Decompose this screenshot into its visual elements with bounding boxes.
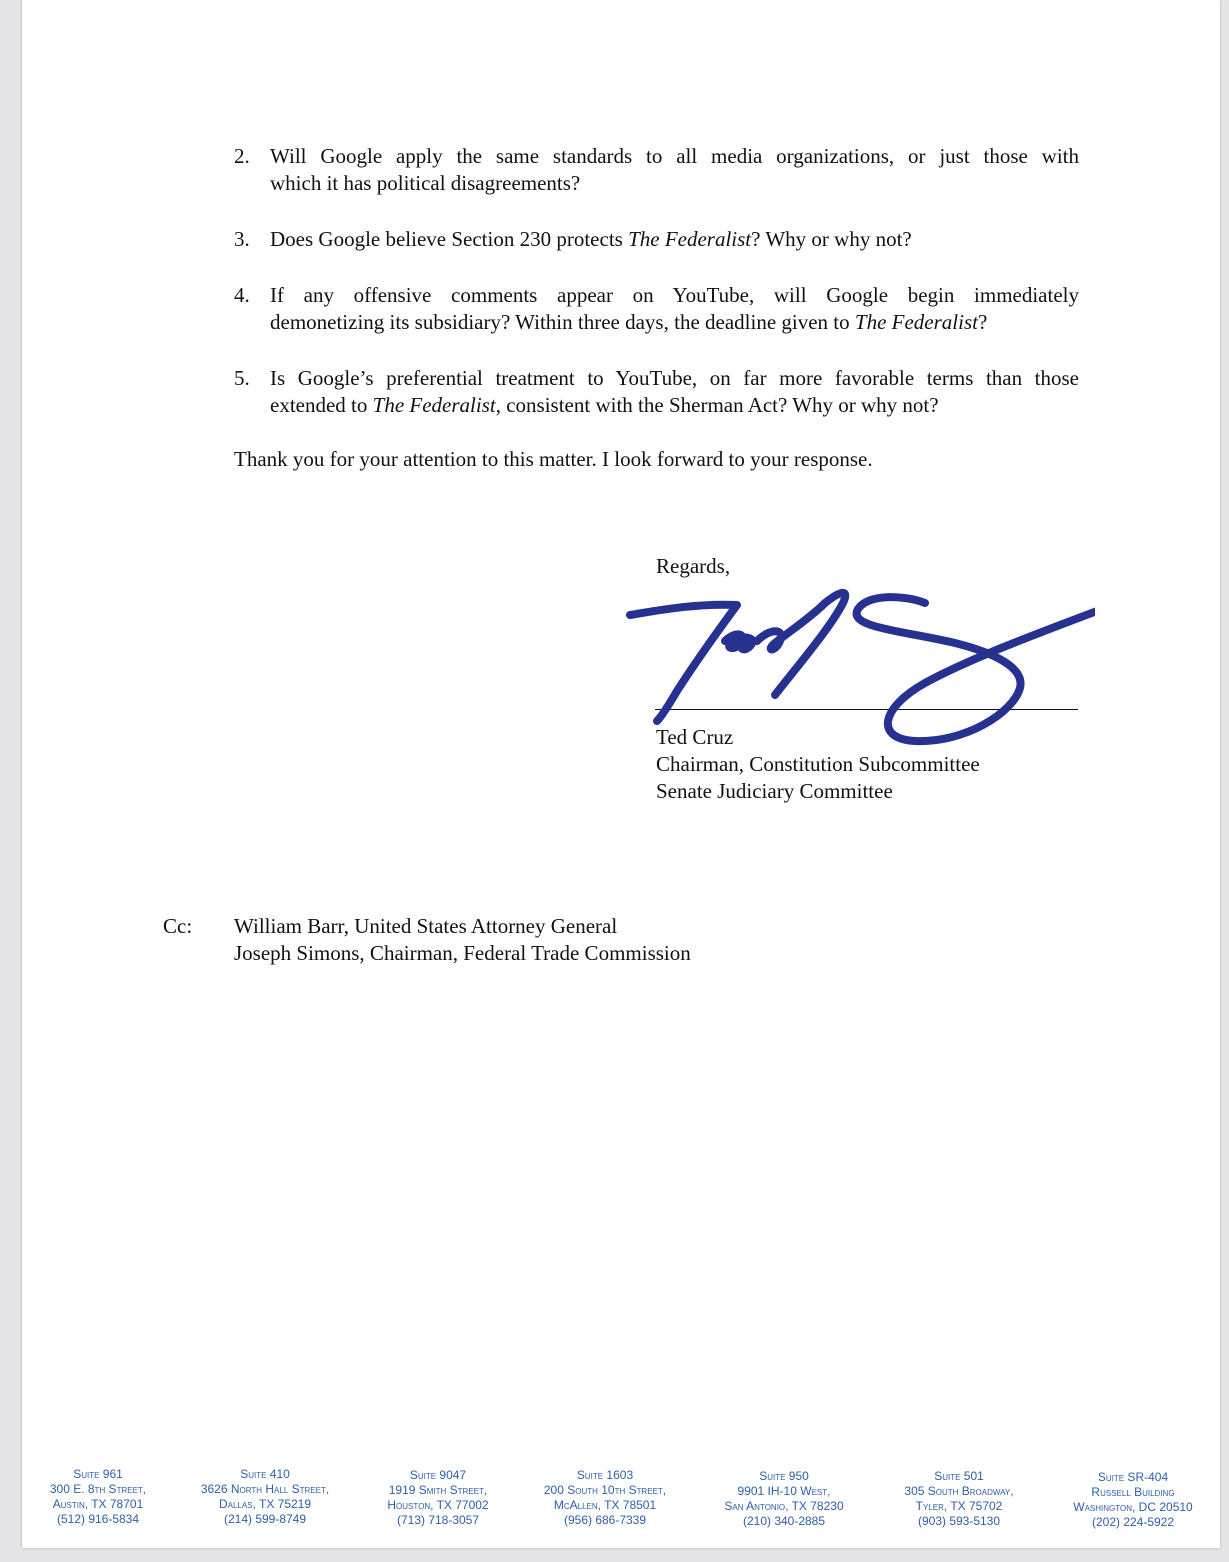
office-address [1048, 1470, 1218, 1530]
question-number: 3. [234, 227, 250, 251]
office-phone: (956) 686-7339 [563, 1513, 647, 1527]
office-street: 9901 IH-10 West, [737, 1484, 831, 1498]
question-text-part: ? Why or why not? [751, 227, 912, 251]
office-suite: Suite 9047 [409, 1468, 467, 1482]
question-text-part: ? [977, 310, 988, 334]
publication-title: The Federalist [628, 227, 752, 251]
office-address [353, 1468, 523, 1528]
office-suite: Suite 501 [934, 1469, 984, 1483]
regards-text: Regards, [656, 554, 731, 578]
question-number: 2. [234, 144, 250, 168]
question-line: If any offensive comments appear on YouTube, will Google begin immediately [270, 283, 1079, 307]
question-line [270, 392, 1079, 419]
office-phone: (903) 593-5130 [917, 1514, 1001, 1528]
question-text-part: extended to [270, 393, 373, 417]
office-suite: Suite 1603 [576, 1468, 634, 1482]
office-street: 3626 North Hall Street, [200, 1482, 330, 1496]
office-suite: Suite 950 [759, 1469, 809, 1483]
question-line: Is Google’s preferential treatment to YouTube, on far more favorable terms than those [270, 366, 1079, 390]
office-suite: Suite 410 [240, 1467, 290, 1481]
question-number: 5. [234, 366, 250, 390]
office-phone: (512) 916-5834 [56, 1512, 140, 1526]
question-text-part: demonetizing its subsidiary? Within three days, the deadline given to [270, 310, 855, 334]
question-text-part: , consistent with the Sherman Act? Why or why not? [495, 393, 939, 417]
office-street: Russell Building [1091, 1485, 1175, 1499]
office-city: McAllen, TX 78501 [553, 1498, 657, 1512]
office-city: Houston, TX 77002 [387, 1498, 489, 1512]
office-city: San Antonio, TX 78230 [724, 1499, 844, 1513]
office-suite: Suite SR-404 [1097, 1470, 1169, 1484]
question-text-part: Does Google believe Section 230 protects [270, 227, 629, 251]
signatory-name: Ted Cruz [656, 725, 734, 749]
question-2 [234, 143, 1079, 197]
office-street: 200 South 10th Street, [543, 1483, 667, 1497]
publication-title: The Federalist [854, 310, 978, 334]
office-address [13, 1467, 183, 1527]
question-line [270, 309, 1079, 336]
office-phone: (214) 599-8749 [223, 1512, 307, 1526]
question-3 [234, 226, 1079, 253]
office-address [699, 1469, 869, 1529]
office-city: Dallas, TX 75219 [218, 1497, 312, 1511]
office-phone: (202) 224-5922 [1091, 1515, 1175, 1529]
office-suite: Suite 961 [73, 1467, 123, 1481]
office-street: 300 E. 8th Street, [49, 1482, 147, 1496]
cc-recipient: William Barr, United States Attorney General [234, 914, 618, 938]
question-text [270, 282, 1079, 336]
question-text [270, 226, 1079, 253]
office-street: 1919 Smith Street, [388, 1483, 488, 1497]
office-phone: (713) 718-3057 [396, 1513, 480, 1527]
question-4 [234, 282, 1079, 336]
cc-recipient: Joseph Simons, Chairman, Federal Trade Commission [234, 941, 691, 965]
office-address [874, 1469, 1044, 1529]
closing-paragraph: Thank you for your attention to this matter. I look forward to your response. [234, 447, 873, 471]
office-city: Washington, DC 20510 [1073, 1500, 1193, 1514]
question-line: Will Google apply the same standards to all media organizations, or just those with [270, 144, 1079, 168]
signatory-title: Chairman, Constitution Subcommittee [656, 752, 980, 776]
publication-title: The Federalist [372, 393, 496, 417]
question-text [270, 365, 1079, 419]
office-street: 305 South Broadway, [904, 1484, 1014, 1498]
question-text [270, 143, 1079, 197]
question-number: 4. [234, 283, 250, 307]
office-address [520, 1468, 690, 1528]
office-phone: (210) 340-2885 [742, 1514, 826, 1528]
question-line: which it has political disagreements? [270, 171, 581, 195]
letter-page [22, 0, 1220, 1548]
question-5 [234, 365, 1079, 419]
office-city: Austin, TX 78701 [52, 1497, 144, 1511]
cc-label: Cc: [163, 914, 193, 938]
office-address [180, 1467, 350, 1527]
signatory-committee: Senate Judiciary Committee [656, 779, 893, 803]
office-city: Tyler, TX 75702 [915, 1499, 1003, 1513]
